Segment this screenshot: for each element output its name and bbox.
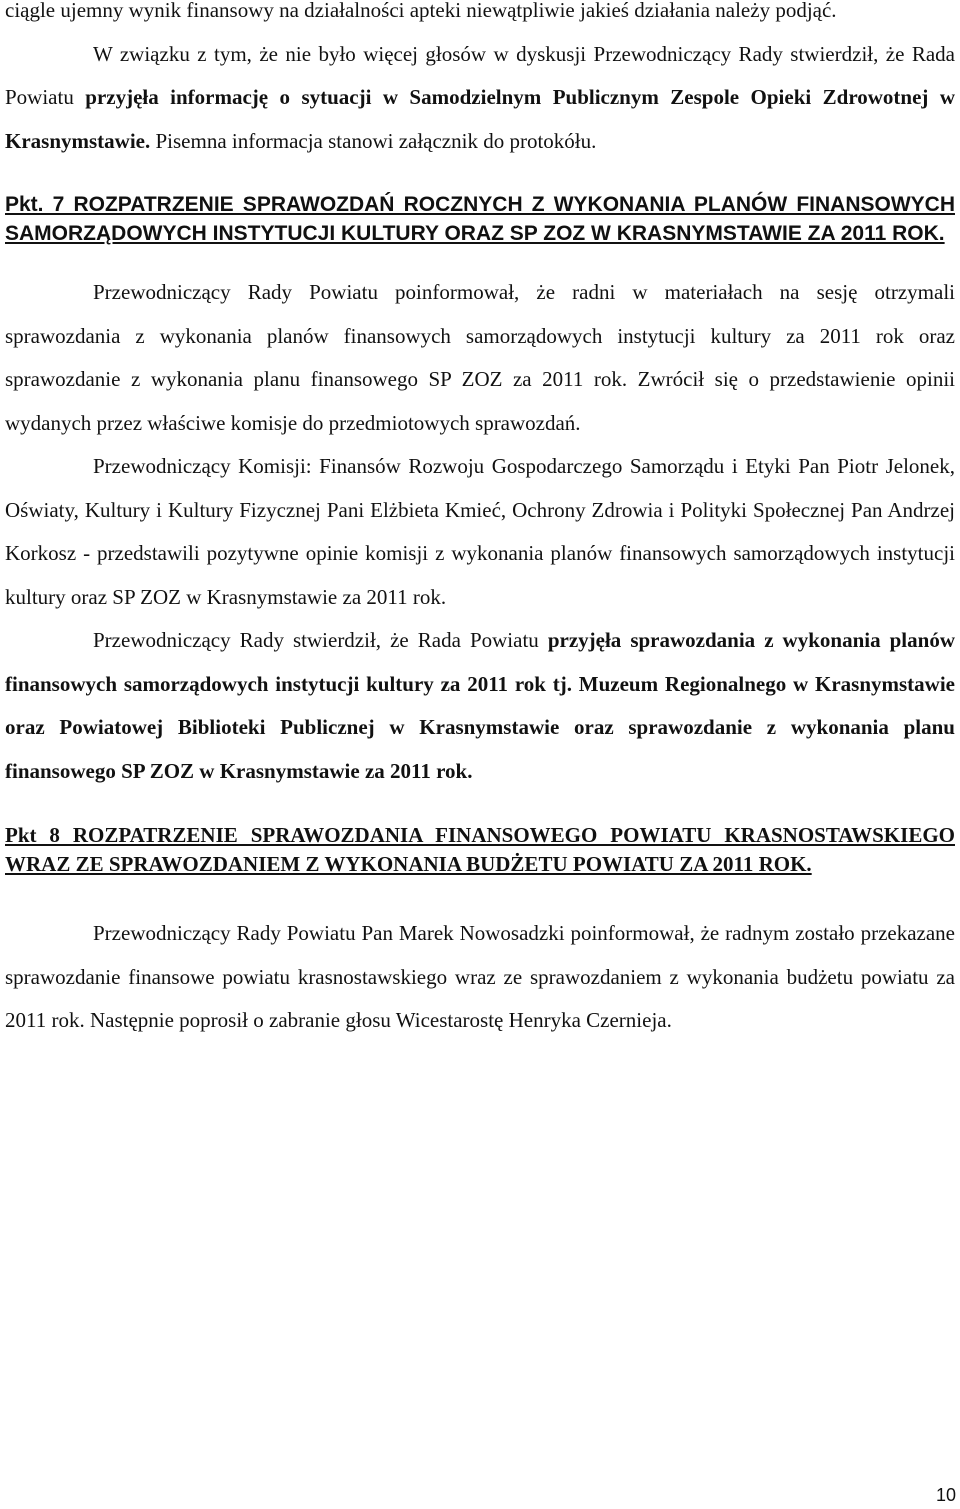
section-heading-pkt8: Pkt 8 ROZPATRZENIE SPRAWOZDANIA FINANSOWEGO POWIATU KRASNOSTAWSKIEGO WRAZ ZE SPRAWOZDANIEM Z WYKONANIA BUDŻETU POWIATU ZA 2011 ROK. [5, 823, 955, 876]
paragraph-financial-report [5, 912, 955, 1043]
section-heading-pkt7: Pkt. 7 ROZPATRZENIE SPRAWOZDAŃ ROCZNYCH Z WYKONANIA PLANÓW FINANSOWYCH SAMORZĄDOWYCH INSTYTUCJI KULTURY ORAZ SP ZOZ W KRASNYMSTAWIE ZA 2011 ROK. [5, 193, 955, 245]
resolution-bold-text: przyjęła informację o sytuacji w Samodzielnym Publicznym Zespole Opieki Zdrowotnej w Krasnymstawie. [5, 85, 955, 153]
paragraph-apteka-continuation [5, 0, 955, 33]
paragraph-text: Przewodniczący Rady Powiatu Pan Marek Nowosadzki poinformował, że radnym zostało przekazane sprawozdanie finansowe powiatu krasnostawskiego wraz ze sprawozdaniem z wykonania budżetu powiatu za 2011 rok. Następnie poprosił o zabranie głosu Wicestarostę Henryka Czernieja. [5, 921, 955, 1032]
paragraph-text: Pisemna informacja stanowi załącznik do protokółu. [150, 128, 597, 153]
paragraph-chairman-reports [5, 271, 955, 445]
paragraph-resolution-reports [5, 619, 955, 793]
paragraph-text: Przewodniczący Rady stwierdził, że Rada Powiatu [93, 628, 548, 652]
paragraph-text: W związku z tym, że nie było więcej głosów w dyskusji Przewodniczący Rady stwierdził, że Rada Powiatu [5, 41, 955, 109]
resolution-bold-text: przyjęła sprawozdania z wykonania planów finansowych samorządowych instytucji kultury za 2011 rok tj. Muzeum Regionalnego w Krasnymstawie oraz Powiatowej Biblioteki Publicznej w Krasnymstawie oraz sprawozdanie z wykonania planu finansowego SP ZOZ w Krasnymstawie za 2011 rok. [5, 628, 955, 783]
document-page [5, 0, 955, 1509]
page-number: 10 [935, 1485, 956, 1505]
paragraph-text: Przewodniczący Rady Powiatu poinformował, że radni w materiałach na sesję otrzymali sprawozdania z wykonania planów finansowych samorządowych instytucji kultury za 2011 rok oraz sprawozdanie z wykonania planu finansowego SP ZOZ za 2011 rok. Zwrócił się o przedstawienie opinii wydanych przez właściwe komisje do przedmiotowych sprawozdań. [5, 280, 955, 435]
paragraph-committee-opinions [5, 445, 955, 619]
paragraph-text: ciągle ujemny wynik finansowy na działalności apteki niewątpliwie jakieś działania należy podjąć. [5, 0, 837, 22]
paragraph-text: Przewodniczący Komisji: Finansów Rozwoju Gospodarczego Samorządu i Etyki Pan Piotr Jelonek, Oświaty, Kultury i Kultury Fizycznej Pani Elżbieta Kmieć, Ochrony Zdrowia i Polityki Społecznej Pan Andrzej Korkosz - przedstawili pozytywne opinie komisji z wykonania planów finansowych samorządowych instytucji kultury oraz SP ZOZ w Krasnymstawie za 2011 rok. [5, 454, 955, 609]
paragraph-resolution-spzoz [5, 33, 955, 164]
